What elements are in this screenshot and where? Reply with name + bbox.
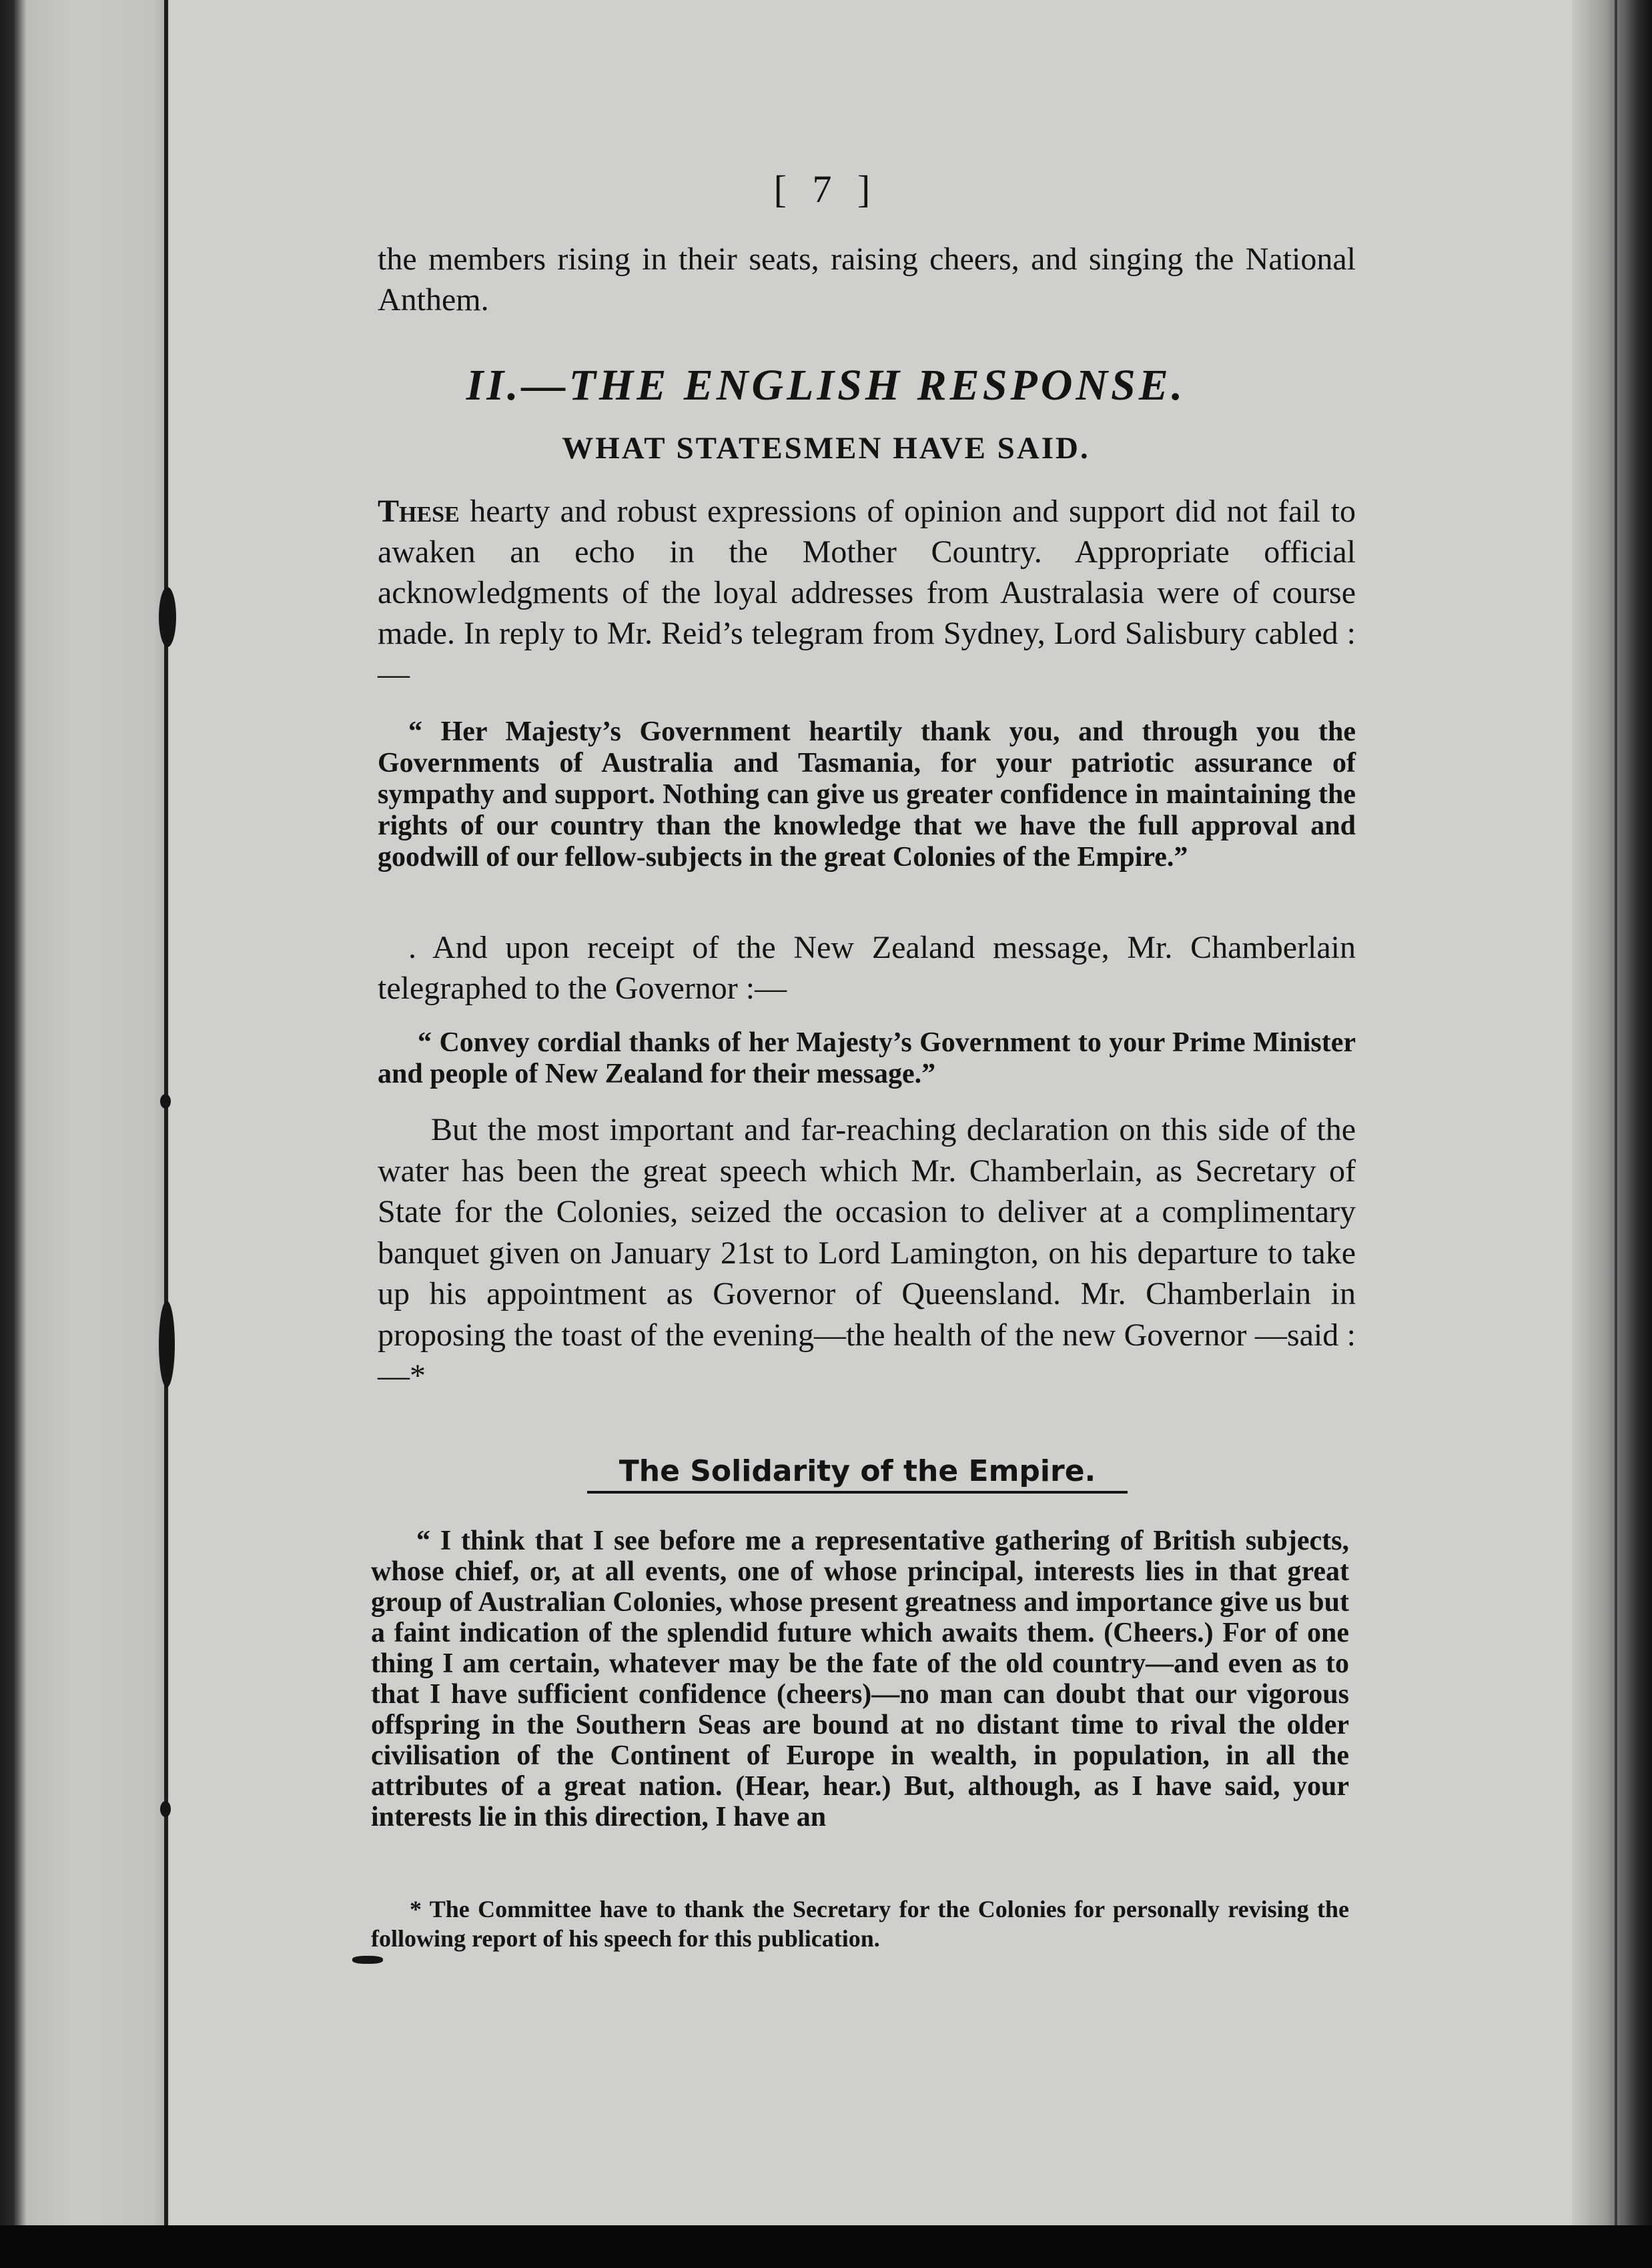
small-caps-lead: These xyxy=(378,494,460,529)
chapter-heading: II.—THE ENGLISH RESPONSE. xyxy=(466,361,1186,410)
footnote: * The Committee have to thank the Secretary for the Colonies for personally revising the following report of his speech for this publication. xyxy=(371,1896,1349,1952)
paragraph-these xyxy=(378,491,1356,694)
page-number: [ 7 ] xyxy=(773,167,879,211)
ink-mark xyxy=(160,1094,171,1109)
paragraph-chamberlain-speech: But the most important and far-reaching declaration on this side of the water has been the great speech which Mr. Chamberlain, as Secretary of State for the Colonies, seized the occasion to deliver at a complimentary banquet given on January 21st to Lord Lamington, on his departure to take up his appointment as Governor of Queensland. Mr. Chamberlain in proposing the toast of the evening—the health of the new Governor —said :—* xyxy=(378,1112,1356,1393)
binding-edge xyxy=(164,0,168,2225)
paragraph-continuation: the members rising in their seats, raising cheers, and singing the National Anthem. xyxy=(378,241,1356,318)
quote-salisbury: “ Her Majesty’s Government heartily thank you, and through you the Governments of Australia and Tasmania, for your patriotic assurance of sympathy and support. Nothing can give us greater confidence in maintaining the rights of our country than the knowledge that we have the full approval and goodwill of our fellow-subjects in the great Colonies of the Empire.” xyxy=(378,716,1356,873)
ink-mark xyxy=(159,587,176,647)
quote-speech: “ I think that I see before me a representative gathering of British subjects, whose chief, or, at all events, one of whose principal, interests lies in that great group of Australian Colonies, whose present greatness and importance give us but a faint indication of the splendid future which awaits them. (Cheers.) For of one thing I am certain, whatever may be the fate of the old country—and even as to that I have sufficient confidence (cheers)—no man can doubt that our vigorous offspring in the Southern Seas are bound at no distant time to rival the older civilisation of the Continent of Europe in wealth, in population, in all the attributes of a great nation. (Hear, hear.) But, although, as I have said, your interests lie in this direction, I have an xyxy=(371,1526,1349,1832)
ink-mark xyxy=(159,1301,175,1387)
page-edge-line-outer xyxy=(1615,0,1617,2225)
right-page-edge xyxy=(1572,0,1652,2225)
ink-mark xyxy=(160,1801,171,1817)
section-heading: The Solidarity of the Empire. xyxy=(587,1454,1128,1494)
paragraph-text: hearty and robust expressions of opinion and support did not fail to awaken an echo in the Mother Country. Appropriate official acknowledgments of the loyal addresses from Australasia were of course made. In reply to Mr. Reid’s telegram from Sydney, Lord Salisbury cabled :— xyxy=(378,494,1356,692)
quote-chamberlain-telegram: “ Convey cordial thanks of her Majesty’s Government to your Prime Minister and people of New Zealand for their message.” xyxy=(378,1027,1356,1089)
chapter-subheading: WHAT STATESMEN HAVE SAID. xyxy=(562,431,1090,466)
scan-border xyxy=(0,2225,1652,2268)
ink-mark xyxy=(352,1956,383,1964)
paragraph-new-zealand: . And upon receipt of the New Zealand message, Mr. Chamberlain telegraphed to the Governor :— xyxy=(378,930,1356,1006)
page-gutter-shadow xyxy=(0,0,170,2225)
